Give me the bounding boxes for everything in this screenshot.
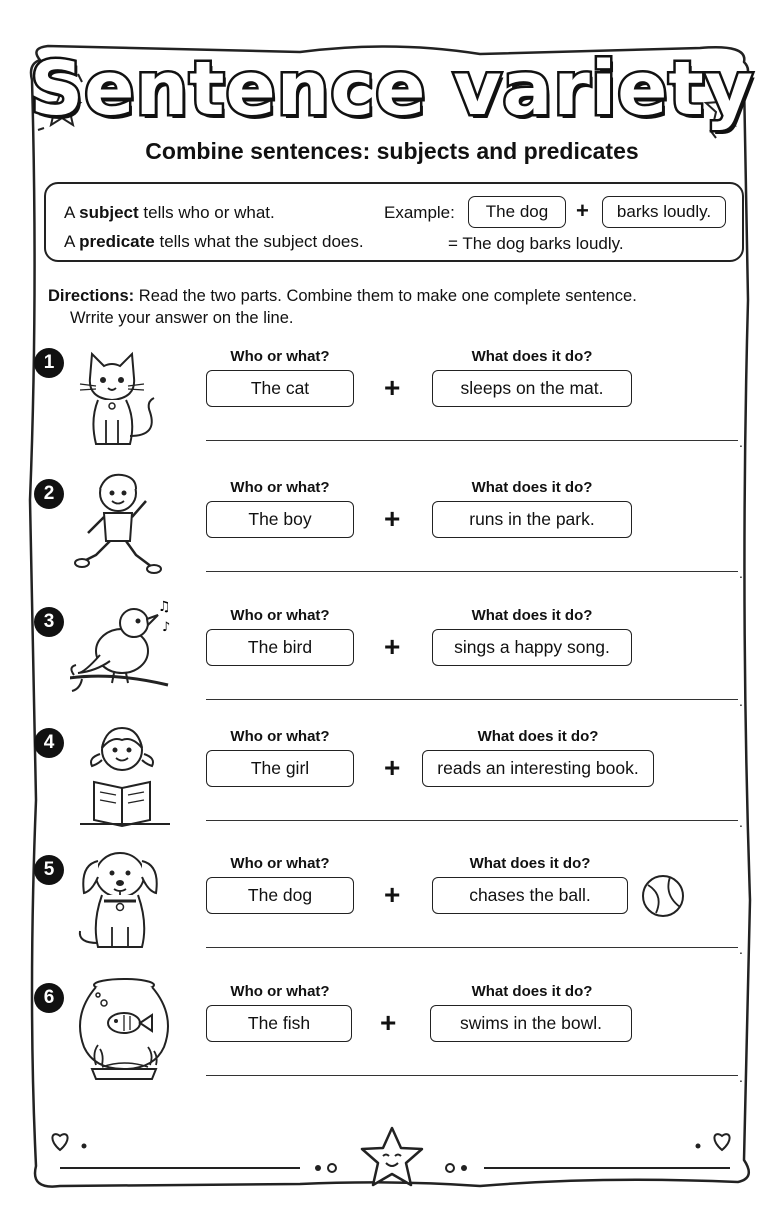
predicate-box: chases the ball. xyxy=(432,877,628,914)
ball-icon xyxy=(640,873,686,919)
predicate-box: reads an interesting book. xyxy=(422,750,654,787)
who-header: Who or what? xyxy=(230,607,330,624)
plus-sign: + xyxy=(380,1007,397,1038)
bird-singing-icon xyxy=(70,599,180,709)
plus-sign: + xyxy=(384,372,401,403)
cat-icon xyxy=(70,340,180,450)
answer-line[interactable] xyxy=(206,571,738,572)
subject-box: The fish xyxy=(206,1005,352,1042)
svg-text:♫: ♫ xyxy=(158,599,171,615)
example-subject-box: The dog xyxy=(468,196,566,228)
heart-icon-right xyxy=(696,1134,730,1150)
what-header: What does it do? xyxy=(469,855,591,872)
directions: Directions: Read the two parts. Combine them to make one complete sentence. Wrrite your answer on the line. xyxy=(48,287,637,327)
plus-sign: + xyxy=(384,631,401,662)
answer-line[interactable] xyxy=(206,699,738,700)
predicate-definition: A predicate tells what the subject does. xyxy=(64,232,364,251)
svg-text:♪: ♪ xyxy=(162,620,171,635)
predicate-box: runs in the park. xyxy=(432,501,632,538)
example-result: = The dog barks loudly. xyxy=(448,234,624,253)
item-number: 4 xyxy=(34,728,64,758)
example-label: Example: xyxy=(384,203,455,222)
predicate-box: sings a happy song. xyxy=(432,629,632,666)
plus-sign: + xyxy=(384,879,401,910)
girl-reading-icon xyxy=(70,720,180,830)
answer-line[interactable] xyxy=(206,1075,738,1076)
page-subtitle: Combine sentences: subjects and predicates xyxy=(145,138,639,164)
exercise-item xyxy=(0,728,784,848)
what-header: What does it do? xyxy=(471,348,593,365)
answer-end-dot: . xyxy=(739,941,743,957)
predicate-box: swims in the bowl. xyxy=(430,1005,632,1042)
predicate-box: sleeps on the mat. xyxy=(432,370,632,407)
answer-end-dot: . xyxy=(739,565,743,581)
subject-box: The dog xyxy=(206,877,354,914)
item-number: 5 xyxy=(34,855,64,885)
example-predicate-box: barks loudly. xyxy=(602,196,726,228)
exercise-item xyxy=(0,479,784,599)
answer-end-dot: . xyxy=(739,434,743,450)
what-header: What does it do? xyxy=(471,983,593,1000)
fishbowl-icon xyxy=(70,975,180,1085)
who-header: Who or what? xyxy=(230,983,330,1000)
item-number: 2 xyxy=(34,479,64,509)
example-plus: + xyxy=(576,198,589,223)
answer-line[interactable] xyxy=(206,440,738,441)
item-number: 1 xyxy=(34,348,64,378)
what-header: What does it do? xyxy=(471,479,593,496)
answer-end-dot: . xyxy=(739,814,743,830)
item-number: 6 xyxy=(34,983,64,1013)
who-header: Who or what? xyxy=(230,855,330,872)
boy-running-icon xyxy=(70,471,180,581)
page-title: Sentence variety xyxy=(29,46,755,132)
subject-box: The girl xyxy=(206,750,354,787)
definition-box xyxy=(44,182,744,262)
dog-icon xyxy=(70,847,180,957)
plus-sign: + xyxy=(384,752,401,783)
who-header: Who or what? xyxy=(230,348,330,365)
answer-end-dot: . xyxy=(739,693,743,709)
subject-definition: A subject tells who or what. xyxy=(64,203,275,222)
who-header: Who or what? xyxy=(230,728,330,745)
exercise-item xyxy=(0,983,784,1103)
answer-line[interactable] xyxy=(206,820,738,821)
exercise-item xyxy=(0,599,784,727)
exercise-item xyxy=(0,855,784,975)
exercise-item xyxy=(0,348,784,468)
subject-box: The boy xyxy=(206,501,354,538)
bottom-star-icon xyxy=(362,1128,422,1185)
item-number: 3 xyxy=(34,607,64,637)
answer-end-dot: . xyxy=(739,1069,743,1085)
heart-icon-left xyxy=(52,1134,86,1150)
plus-sign: + xyxy=(384,503,401,534)
what-header: What does it do? xyxy=(471,607,593,624)
subject-box: The bird xyxy=(206,629,354,666)
who-header: Who or what? xyxy=(230,479,330,496)
subject-box: The cat xyxy=(206,370,354,407)
answer-line[interactable] xyxy=(206,947,738,948)
what-header: What does it do? xyxy=(477,728,599,745)
